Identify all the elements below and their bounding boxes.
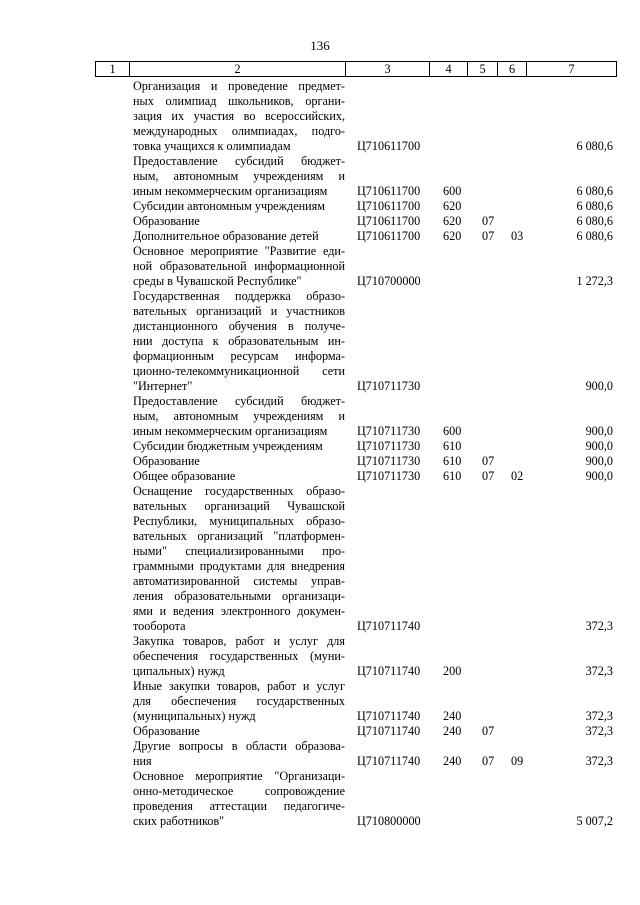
row-cell-c3: Ц710611700 <box>357 214 421 228</box>
row-name-line: Основное мероприятие "Организаци- <box>133 769 345 783</box>
table-row <box>0 739 640 769</box>
row-name-line: формационным ресурсам информа- <box>133 349 345 363</box>
row-cell-c4: 620 <box>443 214 462 228</box>
row-cell-c5: 07 <box>482 754 495 768</box>
row-name <box>133 469 345 484</box>
row-cell-c7: 5 007,2 <box>576 814 613 828</box>
row-cell-c7: 6 080,6 <box>576 229 613 243</box>
row-name-line: Закупка товаров, работ и услуг для <box>133 634 345 648</box>
row-cell-c4: 200 <box>443 664 462 678</box>
table-row <box>0 214 640 229</box>
row-cell-c4: 240 <box>443 709 462 723</box>
row-cell-c5: 07 <box>482 214 495 228</box>
row-name-line: иным некоммерческим организациям <box>133 184 328 198</box>
row-cell-c3: Ц710711730 <box>357 469 421 483</box>
row-name-line: Предоставление субсидий бюджет- <box>133 154 345 168</box>
row-name-line: ных олимпиад школьников, органи- <box>133 94 345 108</box>
table-row <box>0 154 640 199</box>
row-cell-c6: 09 <box>511 754 524 768</box>
row-cell-c6: 02 <box>511 469 524 483</box>
row-cell-c3: Ц710711740 <box>357 619 421 633</box>
row-name <box>133 484 345 634</box>
row-name-line: Образование <box>133 724 200 738</box>
row-name-line: ным, автономным учреждениям и <box>133 169 345 183</box>
table-row <box>0 769 640 829</box>
row-cell-c7: 6 080,6 <box>576 184 613 198</box>
header-col-6: 6 <box>498 62 527 77</box>
row-name <box>133 739 345 769</box>
row-cell-c3: Ц710711740 <box>357 754 421 768</box>
row-cell-c7: 6 080,6 <box>576 199 613 213</box>
header-col-3: 3 <box>346 62 430 77</box>
row-name-line: вательных организаций "платформен- <box>133 529 345 543</box>
table-row <box>0 289 640 394</box>
table-row <box>0 454 640 469</box>
row-name-line: нии доступа к образовательным ин- <box>133 334 345 348</box>
row-name-line: Субсидии автономным учреждениям <box>133 199 325 213</box>
row-cell-c7: 372,3 <box>585 664 613 678</box>
row-cell-c3: Ц710800000 <box>357 814 421 828</box>
row-cell-c4: 610 <box>443 439 462 453</box>
row-name-line: ципальных) нужд <box>133 664 225 678</box>
table-row <box>0 229 640 244</box>
row-cell-c3: Ц710711740 <box>357 724 421 738</box>
table-row <box>0 679 640 724</box>
row-cell-c3: Ц710711730 <box>357 439 421 453</box>
table-row <box>0 439 640 454</box>
row-cell-c7: 6 080,6 <box>576 214 613 228</box>
row-name-line: вательных организаций Чувашской <box>133 499 345 513</box>
row-name <box>133 724 345 739</box>
row-name <box>133 679 345 724</box>
row-cell-c7: 372,3 <box>585 724 613 738</box>
row-name-line: автоматизированной системы управ- <box>133 574 345 588</box>
row-name-line: онно-методическое сопровождение <box>133 784 345 798</box>
row-name-line: обеспечения государственных (муни- <box>133 649 345 663</box>
row-name-line: Образование <box>133 454 200 468</box>
row-cell-c4: 620 <box>443 199 462 213</box>
row-cell-c3: Ц710711730 <box>357 379 421 393</box>
row-name-line: Предоставление субсидий бюджет- <box>133 394 345 408</box>
row-name-line: Иные закупки товаров, работ и услуг <box>133 679 345 693</box>
header-col-2: 2 <box>130 62 346 77</box>
row-name-line: ной образовательной информационной <box>133 259 345 273</box>
header-col-4: 4 <box>430 62 468 77</box>
row-name-line: Организация и проведение предмет- <box>133 79 345 93</box>
row-name-line: зация их участия во всероссийских, <box>133 109 345 123</box>
row-cell-c4: 610 <box>443 454 462 468</box>
row-name-line: Дополнительное образование детей <box>133 229 319 243</box>
row-name <box>133 244 345 289</box>
row-name-line: ными" специализированными про- <box>133 544 345 558</box>
row-name-line: товка учащихся к олимпиадам <box>133 139 291 153</box>
row-name-line: ным, автономным учреждениям и <box>133 409 345 423</box>
row-name-line: ями и ведения электронного докумен- <box>133 604 345 618</box>
row-cell-c3: Ц710711730 <box>357 424 421 438</box>
row-name <box>133 214 345 229</box>
row-name-line: ционно-телекоммуникационной сети <box>133 364 345 378</box>
row-name <box>133 454 345 469</box>
row-cell-c4: 240 <box>443 724 462 738</box>
header-col-7: 7 <box>527 62 617 77</box>
row-cell-c5: 07 <box>482 229 495 243</box>
row-name-line: международных олимпиадах, подго- <box>133 124 345 138</box>
row-cell-c7: 372,3 <box>585 754 613 768</box>
row-name-line: проведения аттестации педагогиче- <box>133 799 345 813</box>
page-number: 136 <box>310 38 330 53</box>
row-name-line: граммными продуктами для внедрения <box>133 559 345 573</box>
row-name-line: для обеспечения государственных <box>133 694 345 708</box>
row-name-line: Республики, муниципальных образо- <box>133 514 345 528</box>
row-cell-c4: 620 <box>443 229 462 243</box>
table-row <box>0 79 640 154</box>
row-name-line: (муниципальных) нужд <box>133 709 256 723</box>
row-name <box>133 439 345 454</box>
row-name-line: ских работников" <box>133 814 225 828</box>
row-cell-c7: 6 080,6 <box>576 139 613 153</box>
row-name-line: тооборота <box>133 619 186 633</box>
row-cell-c3: Ц710611700 <box>357 229 421 243</box>
row-name-line: Образование <box>133 214 200 228</box>
row-name-line: Общее образование <box>133 469 236 483</box>
row-name <box>133 289 345 394</box>
table-row <box>0 394 640 439</box>
row-cell-c7: 900,0 <box>585 439 613 453</box>
row-cell-c3: Ц710611700 <box>357 184 421 198</box>
row-name-line: ния <box>133 754 152 768</box>
row-name-line: Другие вопросы в области образова- <box>133 739 345 753</box>
row-cell-c6: 03 <box>511 229 524 243</box>
row-cell-c7: 900,0 <box>585 424 613 438</box>
row-name-line: Основное мероприятие "Развитие еди- <box>133 244 345 258</box>
row-cell-c3: Ц710711740 <box>357 664 421 678</box>
row-name <box>133 229 345 244</box>
row-name <box>133 199 345 214</box>
budget-rows <box>0 79 640 829</box>
row-cell-c4: 600 <box>443 424 462 438</box>
row-name-line: дистанционного обучения в получе- <box>133 319 345 333</box>
row-name <box>133 634 345 679</box>
row-cell-c3: Ц710611700 <box>357 199 421 213</box>
row-cell-c7: 372,3 <box>585 709 613 723</box>
row-cell-c7: 372,3 <box>585 619 613 633</box>
row-cell-c5: 07 <box>482 469 495 483</box>
header-col-1: 1 <box>96 62 130 77</box>
table-row <box>0 244 640 289</box>
row-cell-c5: 07 <box>482 454 495 468</box>
row-name <box>133 394 345 439</box>
row-cell-c7: 900,0 <box>585 469 613 483</box>
row-cell-c7: 900,0 <box>585 454 613 468</box>
row-name-line: иным некоммерческим организациям <box>133 424 328 438</box>
row-cell-c4: 240 <box>443 754 462 768</box>
row-name <box>133 769 345 829</box>
row-cell-c4: 600 <box>443 184 462 198</box>
table-row <box>0 199 640 214</box>
row-name-line: среды в Чувашской Республике" <box>133 274 302 288</box>
row-cell-c3: Ц710711730 <box>357 454 421 468</box>
row-cell-c7: 1 272,3 <box>576 274 613 288</box>
row-cell-c7: 900,0 <box>585 379 613 393</box>
row-name-line: Государственная поддержка образо- <box>133 289 345 303</box>
table-row <box>0 724 640 739</box>
row-name <box>133 154 345 199</box>
table-row <box>0 634 640 679</box>
row-name-line: ления образовательными организаци- <box>133 589 345 603</box>
table-row <box>0 484 640 634</box>
row-name-line: Оснащение государственных образо- <box>133 484 345 498</box>
row-cell-c4: 610 <box>443 469 462 483</box>
header-col-5: 5 <box>468 62 498 77</box>
row-name <box>133 79 345 154</box>
table-header <box>95 61 617 77</box>
row-cell-c5: 07 <box>482 724 495 738</box>
table-row <box>0 469 640 484</box>
row-name-line: Субсидии бюджетным учреждениям <box>133 439 323 453</box>
row-cell-c3: Ц710711740 <box>357 709 421 723</box>
row-name-line: вательных организаций и участников <box>133 304 345 318</box>
row-cell-c3: Ц710611700 <box>357 139 421 153</box>
row-cell-c3: Ц710700000 <box>357 274 421 288</box>
row-name-line: "Интернет" <box>133 379 193 393</box>
